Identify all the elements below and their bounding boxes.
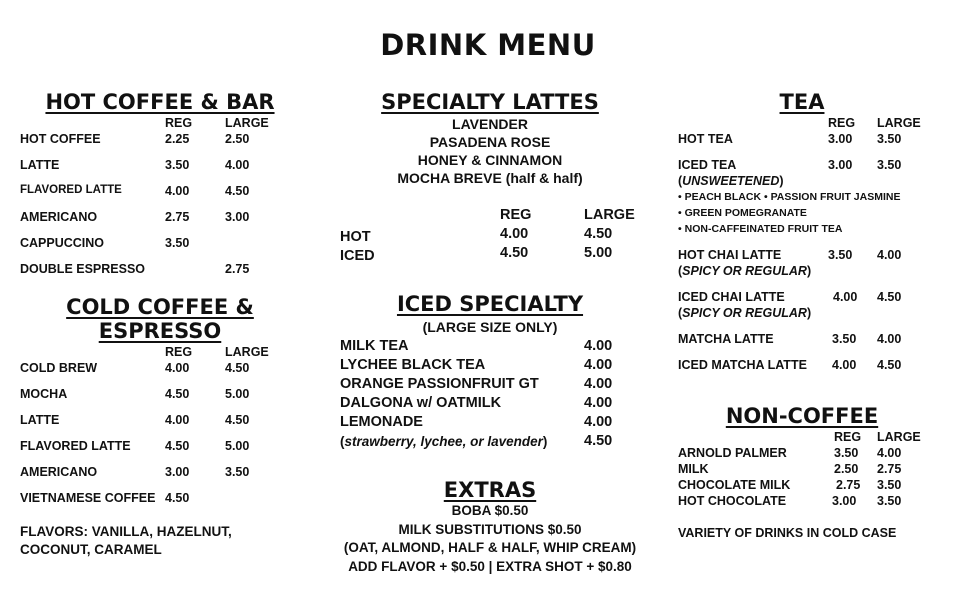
large-price: 4.50 [877, 358, 902, 372]
item-name: CHOCOLATE MILK [678, 478, 791, 492]
menu-row [678, 132, 938, 146]
non-coffee-size-header [678, 430, 938, 444]
menu-row [340, 395, 640, 413]
menu-row [20, 132, 320, 146]
reg-header: REG [165, 116, 193, 130]
reg-price: 4.50 [500, 245, 529, 261]
menu-row [20, 158, 320, 172]
price: 4.50 [584, 433, 613, 449]
reg-price: 3.00 [832, 494, 857, 508]
extras-line: MILK SUBSTITUTIONS $0.50 [398, 521, 582, 537]
large-price: 4.50 [877, 290, 902, 304]
cold-case-note: VARIETY OF DRINKS IN COLD CASE [678, 526, 897, 540]
large-price: 4.00 [877, 332, 902, 346]
tea-option: PEACH BLACK [684, 191, 762, 203]
item-name: ARNOLD PALMER [678, 446, 787, 460]
large-header: LARGE [225, 345, 269, 359]
tea-option: NON-CAFFEINATED FRUIT TEA [684, 223, 843, 235]
cold-coffee-size-header [20, 345, 320, 359]
menu-row [20, 184, 320, 198]
item-name: LEMONADE [340, 414, 423, 430]
menu-row [20, 413, 320, 427]
reg-price: 4.50 [165, 387, 190, 401]
price: 4.00 [584, 338, 613, 354]
menu-row [678, 158, 938, 172]
iced-tea-options [678, 191, 900, 203]
flavors-line: FLAVORS: VANILLA, HAZELNUT, [20, 524, 232, 539]
menu-row [678, 462, 938, 476]
menu-row [678, 478, 938, 492]
bullet-icon: • [678, 223, 682, 235]
menu-row [340, 376, 640, 394]
reg-price: 4.00 [500, 226, 529, 242]
reg-price: 4.00 [165, 361, 190, 375]
flavors-line: COCONUT, CARAMEL [20, 542, 162, 557]
extras-line: ADD FLAVOR + $0.50 | EXTRA SHOT + $0.80 [348, 558, 632, 574]
large-price: 3.50 [225, 465, 250, 479]
reg-price: 4.50 [165, 439, 190, 453]
non-coffee-heading: NON-COFFEE [725, 404, 879, 428]
large-header: LARGE [877, 116, 921, 130]
large-price: 4.50 [225, 413, 250, 427]
specialty-lattes-heading: SPECIALTY LATTES [381, 90, 599, 114]
extras-list [330, 502, 650, 576]
item-name: CAPPUCCINO [20, 236, 105, 250]
flavors-note [20, 523, 232, 559]
iced-tea-options [678, 223, 842, 235]
iced-tea-note: (UNSWEETENED) [678, 174, 784, 188]
item-name: HOT CHAI LATTE [678, 248, 782, 262]
menu-row [678, 332, 938, 346]
reg-price: 3.00 [165, 465, 190, 479]
large-price: 3.50 [877, 158, 902, 172]
item-name: HOT CHOCOLATE [678, 494, 787, 508]
menu-row [340, 357, 640, 375]
iced-specialty-subheading: (LARGE SIZE ONLY) [422, 319, 558, 335]
hot-coffee-size-header [20, 116, 320, 130]
menu-row [678, 494, 938, 508]
menu-row [340, 338, 640, 356]
large-price: 5.00 [225, 387, 250, 401]
specialty-size-header [340, 207, 640, 225]
hot-chai-note: (SPICY OR REGULAR) [678, 264, 812, 278]
menu-row [20, 439, 320, 453]
item-name: VIETNAMESE COFFEE [20, 491, 156, 505]
menu-row [20, 387, 320, 401]
item-name: DOUBLE ESPRESSO [20, 262, 146, 276]
item-name: ICED [340, 248, 375, 264]
hot-coffee-heading: HOT COFFEE & BAR [45, 90, 275, 114]
item-name: LYCHEE BLACK TEA [340, 357, 486, 373]
large-price: 3.50 [877, 494, 902, 508]
large-price: 2.75 [877, 462, 902, 476]
reg-price: 2.25 [165, 132, 190, 146]
large-header: LARGE [877, 430, 921, 444]
reg-price: 3.50 [165, 158, 190, 172]
large-price: 5.00 [584, 245, 613, 261]
menu-row [678, 358, 938, 372]
price: 4.00 [584, 376, 613, 392]
reg-price: 2.50 [834, 462, 859, 476]
item-name: ORANGE PASSIONFRUIT GT [340, 376, 539, 392]
specialty-flavor: MOCHA BREVE (half & half) [397, 170, 583, 186]
menu-row [20, 465, 320, 479]
large-price: 3.00 [225, 210, 250, 224]
item-name: FLAVORED LATTE [20, 184, 122, 196]
item-name: HOT COFFEE [20, 132, 101, 146]
item-name: LATTE [20, 413, 60, 427]
bullet-icon: • [678, 191, 682, 203]
item-name: ICED MATCHA LATTE [678, 358, 807, 372]
iced-chai-note: (SPICY OR REGULAR) [678, 306, 812, 320]
reg-header: REG [165, 345, 193, 359]
menu-row [20, 491, 320, 505]
large-price: 4.00 [877, 248, 902, 262]
large-header: LARGE [225, 116, 269, 130]
tea-heading: TEA [779, 90, 825, 114]
bullet-icon: • [678, 207, 682, 219]
iced-specialty-heading: ICED SPECIALTY [396, 292, 584, 316]
menu-row [678, 290, 938, 304]
item-name: HOT [340, 229, 371, 245]
large-price: 2.50 [225, 132, 250, 146]
tea-option: GREEN POMEGRANATE [684, 207, 807, 219]
cold-coffee-heading-line1: COLD COFFEE & [66, 295, 254, 319]
menu-row [340, 245, 640, 263]
large-price: 5.00 [225, 439, 250, 453]
tea-option: PASSION FRUIT JASMINE [770, 191, 901, 203]
specialty-flavor-list [340, 115, 640, 187]
lemonade-flavor-note: (strawberry, lychee, or lavender) [340, 434, 548, 449]
specialty-flavor: PASADENA ROSE [429, 134, 551, 150]
item-name: MATCHA LATTE [678, 332, 774, 346]
reg-price: 4.00 [165, 413, 190, 427]
large-price: 4.50 [225, 361, 250, 375]
specialty-flavor: LAVENDER [452, 116, 528, 132]
item-name: MOCHA [20, 387, 68, 401]
bullet-icon: • [763, 191, 768, 203]
item-name: MILK [678, 462, 709, 476]
item-name: AMERICANO [20, 210, 98, 224]
reg-price: 3.50 [834, 446, 859, 460]
item-name: ICED CHAI LATTE [678, 290, 785, 304]
menu-row [340, 433, 640, 451]
reg-price: 4.00 [833, 290, 858, 304]
reg-price: 3.00 [828, 132, 853, 146]
item-name: LATTE [20, 158, 60, 172]
reg-header: REG [828, 116, 856, 130]
item-name: FLAVORED LATTE [20, 439, 131, 453]
menu-row [20, 361, 320, 375]
extras-heading: EXTRAS [443, 478, 537, 502]
menu-row [678, 446, 938, 460]
large-price: 4.00 [225, 158, 250, 172]
item-name: HOT TEA [678, 132, 733, 146]
large-price: 2.75 [225, 262, 250, 276]
iced-tea-options [678, 207, 807, 219]
item-name: ICED TEA [678, 158, 737, 172]
reg-price: 3.00 [828, 158, 853, 172]
menu-row [678, 248, 938, 262]
menu-title: DRINK MENU [380, 28, 596, 62]
reg-price: 2.75 [836, 478, 861, 492]
large-price: 4.50 [225, 184, 250, 198]
item-name: AMERICANO [20, 465, 98, 479]
specialty-flavor: HONEY & CINNAMON [417, 152, 563, 168]
menu-row [20, 210, 320, 224]
price: 4.00 [584, 395, 613, 411]
large-price: 3.50 [877, 478, 902, 492]
price: 4.00 [584, 414, 613, 430]
reg-header: REG [834, 430, 862, 444]
menu-row [340, 414, 640, 432]
reg-price: 2.75 [165, 210, 190, 224]
price: 4.00 [584, 357, 613, 373]
item-name: DALGONA w/ OATMILK [340, 395, 502, 411]
large-header: LARGE [584, 207, 635, 223]
menu-row [20, 236, 320, 250]
item-name: MILK TEA [340, 338, 409, 354]
reg-price: 4.50 [165, 491, 190, 505]
menu-row [340, 226, 640, 244]
reg-price: 4.00 [832, 358, 857, 372]
menu-row [20, 262, 320, 276]
reg-price: 4.00 [165, 184, 190, 198]
cold-coffee-heading-line2: ESPRESSO [98, 319, 222, 343]
cold-coffee-heading [20, 295, 300, 343]
large-price: 3.50 [877, 132, 902, 146]
item-name: COLD BREW [20, 361, 98, 375]
large-price: 4.00 [877, 446, 902, 460]
reg-price: 3.50 [828, 248, 853, 262]
extras-line: (OAT, ALMOND, HALF & HALF, WHIP CREAM) [343, 540, 637, 555]
reg-price: 3.50 [165, 236, 190, 250]
large-price: 4.50 [584, 226, 613, 242]
tea-size-header [678, 116, 938, 130]
reg-header: REG [500, 207, 532, 223]
reg-price: 3.50 [832, 332, 857, 346]
extras-line: BOBA $0.50 [451, 503, 529, 518]
